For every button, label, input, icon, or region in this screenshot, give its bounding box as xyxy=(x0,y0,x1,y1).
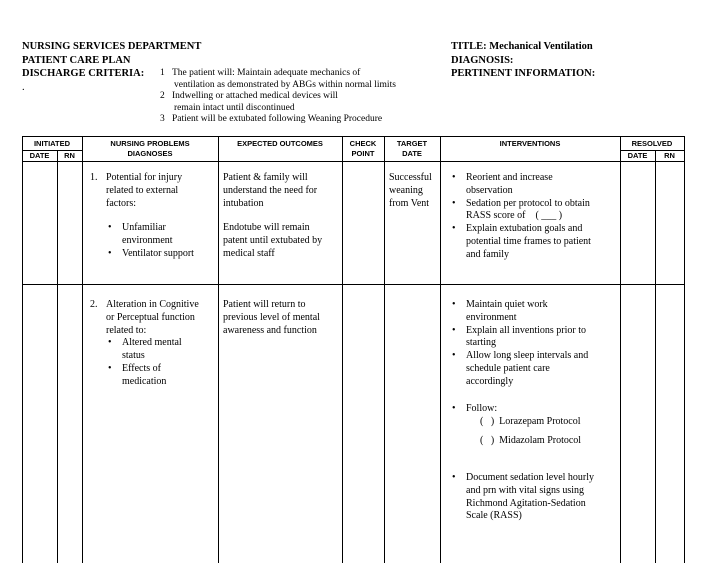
discharge-criteria-list xyxy=(160,68,396,126)
discharge-item: 1 The patient will: Maintain adequate mechanics of xyxy=(160,68,361,78)
problem-bullets xyxy=(106,222,216,260)
col-rule xyxy=(620,136,621,563)
list-item: • Explain all inventions prior to starting xyxy=(450,325,618,351)
col-header-target: TARGET DATE xyxy=(396,139,428,158)
table-row-1-target: Successful weaning from Vent xyxy=(389,172,432,209)
list-item: • Explain extubation goals and potential time frames to patient and family xyxy=(450,223,618,261)
list-item: • Unfamiliar environment xyxy=(106,222,216,248)
list-item: • Ventilator support xyxy=(106,248,216,261)
discharge-item: 2 Indwelling or attached medical devices will xyxy=(160,91,338,101)
col-rule xyxy=(342,136,343,563)
col-rule xyxy=(440,136,441,563)
col-header-resolved-date: DATE xyxy=(627,151,648,160)
col-rule xyxy=(82,136,83,563)
document-type: PATIENT CARE PLAN xyxy=(22,54,131,66)
list-item: • Effects of medication xyxy=(106,363,216,389)
col-rule xyxy=(655,150,656,563)
col-header-initiated: INITIATED xyxy=(33,139,71,148)
col-rule xyxy=(684,136,685,563)
table-row-2-follow xyxy=(450,403,618,447)
col-rule xyxy=(218,136,219,563)
table-row-2-interventions-b xyxy=(450,472,618,523)
list-item: • Sedation per protocol to obtain RASS score of ( ___ ) xyxy=(450,198,618,224)
list-item: • Reorient and increase observation xyxy=(450,172,618,198)
care-plan-title: TITLE: Mechanical Ventilation xyxy=(451,41,593,52)
list-item: • Altered mental status xyxy=(106,337,216,363)
table-top-rule xyxy=(22,136,684,137)
discharge-item: 3 Patient will be extubated following Weaning Procedure xyxy=(160,114,383,124)
list-item: • Allow long sleep intervals and schedule patient care accordingly xyxy=(450,350,618,388)
problem-bullets xyxy=(106,337,216,388)
col-rule xyxy=(384,136,385,563)
table-row-1-outcomes: Patient & family will understand the need for intubation Endotube will remain patent until extubated by medical staff xyxy=(223,172,323,259)
table-row-1-interventions xyxy=(450,172,618,262)
col-header-rn: RN xyxy=(64,151,75,160)
col-header-problems: NURSING PROBLEMS DIAGNOSES xyxy=(110,139,190,158)
header-right xyxy=(451,40,595,81)
table-row-1-problem: 1. Potential for injury related to external factors: • Unfamiliar environment • Ventilator support xyxy=(90,172,216,261)
col-header-date: DATE xyxy=(29,151,50,160)
col-header-interventions: INTERVENTIONS xyxy=(499,139,561,148)
department-name: NURSING SERVICES DEPARTMENT xyxy=(22,41,202,52)
list-item: • Maintain quiet work environment xyxy=(450,299,618,325)
col-rule xyxy=(22,136,23,563)
table-row-2-interventions-a xyxy=(450,299,618,389)
col-header-checkpoint: CHECK POINT xyxy=(349,139,377,158)
header-dot: . xyxy=(22,81,25,93)
list-item: • Follow: ( ) Lorazepam Protocol ( ) Midazolam Protocol xyxy=(450,403,618,447)
table-row-2-outcomes: Patient will return to previous level of mental awareness and function xyxy=(223,299,320,336)
table-row-2-problem: 2. Alteration in Cognitive or Perceptual function related to: • Altered mental status • Effects of medication xyxy=(90,299,216,389)
protocol-option: ( ) Midazolam Protocol xyxy=(480,434,582,446)
pertinent-info-label: PERTINENT INFORMATION: xyxy=(451,68,596,79)
protocol-option: ( ) Lorazepam Protocol xyxy=(480,415,581,427)
diagnosis-label: DIAGNOSIS: xyxy=(451,54,514,66)
discharge-item-cont: remain intact until discontinued xyxy=(174,102,295,113)
discharge-item-cont: ventilation as demonstrated by ABGs within normal limits xyxy=(174,79,396,90)
discharge-criteria-label: DISCHARGE CRITERIA: xyxy=(22,68,145,79)
col-header-outcomes: EXPECTED OUTCOMES xyxy=(237,139,323,148)
col-rule xyxy=(57,150,58,563)
table-header-rule xyxy=(22,161,684,162)
list-item: • Document sedation level hourly and prn with vital signs using Richmond Agitation-Sedation Scale (RASS) xyxy=(450,472,618,523)
col-header-resolved-rn: RN xyxy=(664,151,675,160)
col-header-resolved: RESOLVED xyxy=(631,139,673,148)
row-divider xyxy=(22,284,684,285)
